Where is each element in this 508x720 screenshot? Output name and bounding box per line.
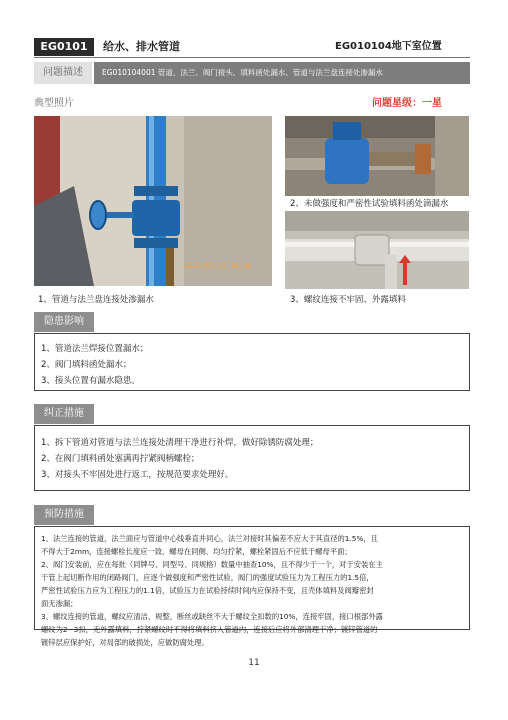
hazard-item: 3、接头位置有漏水隐患。 <box>41 376 140 386</box>
photos-label: 典型照片 <box>34 98 74 109</box>
hazard-item: 2、阀门填料函处漏水； <box>41 360 132 370</box>
doc-code-badge: EG0101 <box>34 38 94 56</box>
photo-pipe-flange-leak <box>34 116 272 286</box>
photo-1-caption: 1、管道与法兰盘连接处渗漏水 <box>38 295 154 305</box>
doc-location: EG010104地下室位置 <box>335 41 442 52</box>
prevention-line: 1、法兰连接的管道，法兰面应与管道中心线垂直并同心，法兰对接时其偏差不应大于其直径的1.5%，且 <box>41 534 378 543</box>
corrective-label: 纠正措施 <box>34 404 94 424</box>
prevention-line: 严密性试验压力应为工程压力的1.1倍，试验压力在试验持续时间内应保持不变，且壳体填料及阀瓣密封 <box>41 586 374 595</box>
photo-thread-joint <box>285 211 469 289</box>
doc-title: 给水、排水管道 <box>103 40 180 53</box>
prevention-line: 3、螺纹连接的管道，螺纹应清洁、规整，断丝或缺丝不大于螺纹全扣数的10%，连接牢固，接口根部外露 <box>41 612 383 621</box>
star-level: 问题星级：一星 <box>372 98 442 109</box>
prevention-line: 干管上起切断作用的闭路阀门，应逐个做强度和严密性试验，阀门的强度试验压力为工程压力的1.5倍， <box>41 573 374 582</box>
hazard-label: 隐患影响 <box>34 312 94 332</box>
photo-3-caption: 3、螺纹连接不牢固、外露填料 <box>290 295 406 305</box>
page-number: 11 <box>248 658 260 668</box>
corrective-item: 3、对接头不牢固处进行返工，按规范要求处理好。 <box>41 470 234 480</box>
problem-label: 问题描述 <box>34 62 92 84</box>
prevention-line: 螺纹为2~3扣，无外露填料，拧紧螺纹时不得将填料挤入管道内，连接后应将外部清理干净；镀锌管道的 <box>41 625 378 634</box>
photo-3-image <box>285 211 469 289</box>
prevention-box <box>34 526 470 647</box>
hazard-box <box>34 333 470 391</box>
prevention-line: 镀锌层应保护好，对局部的破损处，应做防腐处理。 <box>41 638 209 647</box>
prevention-line: 2、阀门安装前，应在每批（同牌号、同型号、同规格）数量中抽查10%，且不得少于一个，对于安装在主 <box>41 560 383 569</box>
corrective-item: 2、在阀门填料函处塞满再拧紧阀柄螺栓； <box>41 454 200 464</box>
prevention-label: 预防措施 <box>34 505 94 525</box>
photo-2-caption: 2、未做强度和严密性试验填料函处滴漏水 <box>290 199 449 209</box>
problem-text: EG010104001 管道、法兰、阀门接头、填料函处漏水、管道与法兰盘连接处渗漏水 <box>94 62 470 84</box>
prevention-line: 面无渗漏； <box>41 599 78 608</box>
header-divider <box>34 57 470 58</box>
photo-1-image <box>34 116 272 286</box>
corrective-box <box>34 425 470 491</box>
prevention-line: 不得大于2mm，连接螺栓长度应一致、螺母在同侧、均匀拧紧，螺栓紧固后不应低于螺母平面； <box>41 547 352 556</box>
photo-2-image <box>285 116 469 196</box>
photo-valve-packing-leak <box>285 116 469 196</box>
photo-timestamp: 2018/07/21 10:26 <box>184 262 252 270</box>
corrective-item: 1、拆下管道对管道与法兰连接处清理干净进行补焊，做好除锈防腐处理； <box>41 438 319 448</box>
hazard-item: 1、管道法兰焊接位置漏水； <box>41 344 149 354</box>
